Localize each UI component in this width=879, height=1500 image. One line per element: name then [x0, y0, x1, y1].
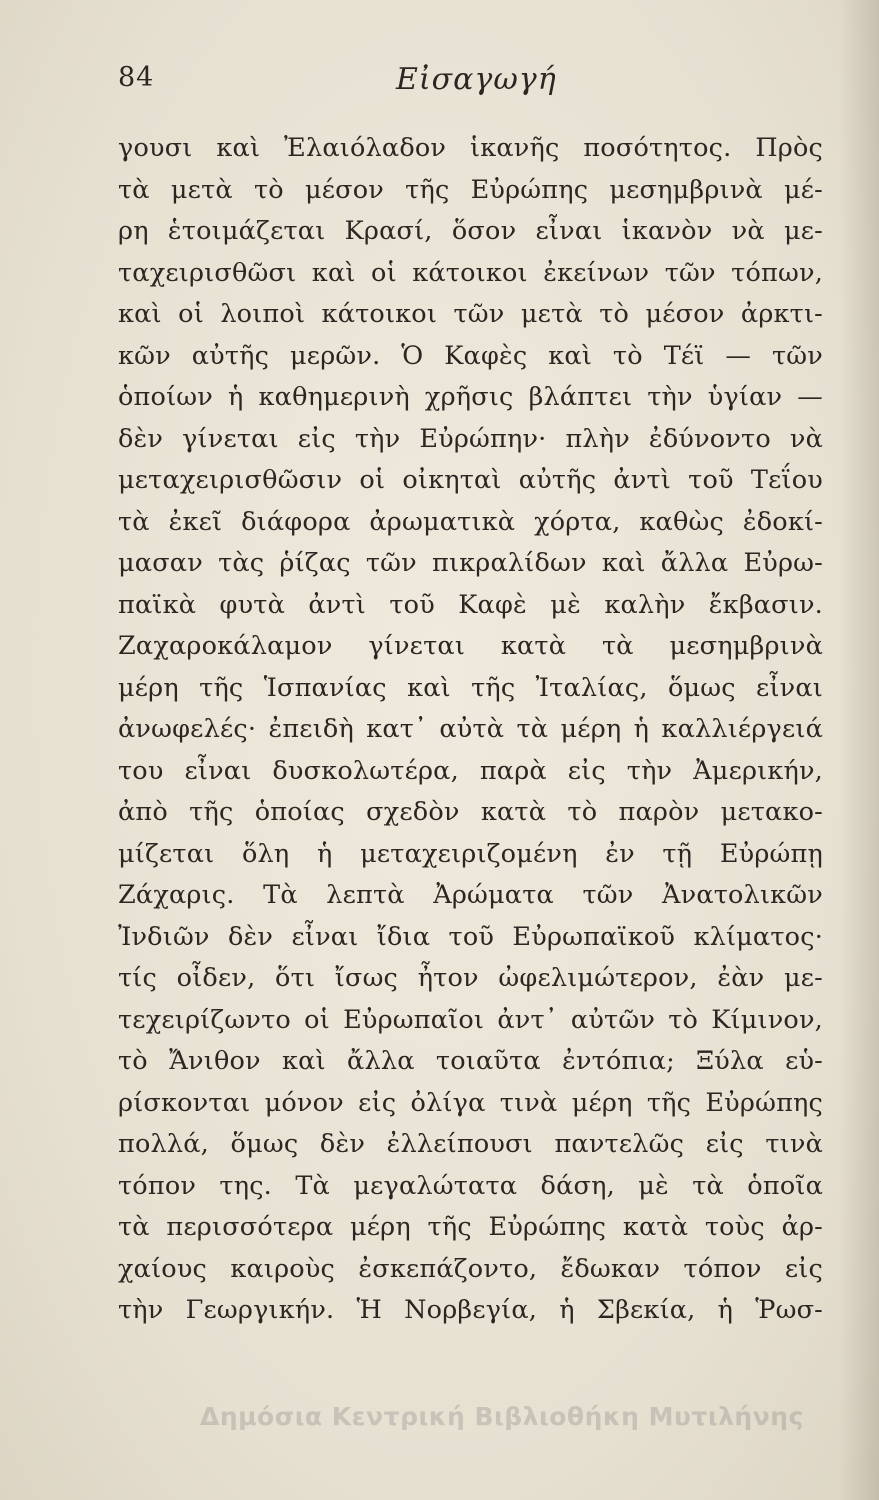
- text-line: τὸ Ἄνιθον καὶ ἄλλα τοιαῦτα ἐντόπια; Ξύλα εὑ-: [118, 1046, 823, 1076]
- text-line: καὶ οἱ λοιποὶ κάτοικοι τῶν μετὰ τὸ μέσον ἀρκτι-: [118, 299, 823, 329]
- text-line: Ζάχαρις. Τὰ λεπτὰ Ἀρώματα τῶν Ἀνατολικῶν: [118, 880, 823, 910]
- text-line: ἀπὸ τῆς ὁποίας σχεδὸν κατὰ τὸ παρὸν μετακο-: [118, 797, 823, 827]
- text-line: του εἶναι δυσκολωτέρα, παρὰ εἰς τὴν Ἀμερικήν,: [118, 755, 823, 786]
- text-line: κῶν αὐτῆς μερῶν. Ὁ Καφὲς καὶ τὸ Τέϊ — τῶν: [118, 340, 823, 371]
- text-line: τεχειρίζωντο οἱ Εὐρωπαῖοι ἀντ᾽ αὐτῶν τὸ Κίμινον,: [118, 1004, 823, 1035]
- text-line: χαίους καιροὺς ἐσκεπάζοντο, ἔδωκαν τόπον εἰς: [118, 1253, 823, 1284]
- text-line: Ἰνδιῶν δὲν εἶναι ἴδια τοῦ Εὐρωπαϊκοῦ κλίματος·: [118, 921, 823, 952]
- text-line: τὰ μετὰ τὸ μέσον τῆς Εὐρώπης μεσημβρινὰ μέ-: [118, 174, 823, 205]
- text-line: Ζαχαροκάλαμον γίνεται κατὰ τὰ μεσημβρινὰ: [118, 631, 823, 661]
- page-number: 84: [118, 62, 155, 93]
- text-line: μέρη τῆς Ἱσπανίας καὶ τῆς Ἰταλίας, ὅμως εἶναι: [118, 672, 823, 703]
- text-line: μασαν τὰς ῥίζας τῶν πικραλίδων καὶ ἄλλα Εὐρω-: [118, 548, 823, 578]
- text-line: πολλά, ὅμως δὲν ἐλλείπουσι παντελῶς εἰς τινὰ: [118, 1129, 823, 1159]
- text-line: δὲν γίνεται εἰς τὴν Εὐρώπην· πλὴν ἐδύνοντο νὰ: [118, 423, 823, 454]
- text-line: ταχειρισθῶσι καὶ οἱ κάτοικοι ἐκείνων τῶν τόπων,: [118, 257, 823, 288]
- text-line: τὴν Γεωργικήν. Ἡ Νορβεγία, ἡ Σβεκία, ἡ Ῥωσ-: [118, 1295, 823, 1325]
- library-watermark: Δημόσια Κεντρική Βιβλιοθήκη Μυτιλήνης: [200, 1402, 804, 1431]
- text-line: τόπον της. Τὰ μεγαλώτατα δάση, μὲ τὰ ὁποῖα: [118, 1170, 823, 1201]
- text-line: παϊκὰ φυτὰ ἀντὶ τοῦ Καφὲ μὲ καλὴν ἔκβασιν.: [118, 589, 823, 620]
- text-line: ρίσκονται μόνον εἰς ὀλίγα τινὰ μέρη τῆς Εὐρώπης: [118, 1087, 823, 1118]
- text-line: ἀνωφελές· ἐπειδὴ κατ᾽ αὐτὰ τὰ μέρη ἡ καλλιέργειά: [118, 714, 823, 744]
- text-line: γουσι καὶ Ἐλαιόλαδον ἱκανῆς ποσότητος. Πρὸς: [118, 133, 823, 163]
- body-text: [118, 128, 823, 1332]
- text-line: ὁποίων ἡ καθημερινὴ χρῆσις βλάπτει τὴν ὑγίαν —: [118, 382, 823, 412]
- page-header: [118, 62, 818, 112]
- running-title: Εἰσαγωγή: [396, 62, 557, 97]
- text-line: τίς οἶδεν, ὅτι ἴσως ἦτον ὠφελιμώτερον, ἐὰν με-: [118, 963, 823, 993]
- page-gutter-shadow: [839, 0, 879, 1500]
- text-line: ρη ἑτοιμάζεται Κρασί, ὅσον εἶναι ἱκανὸν νὰ με-: [118, 216, 823, 246]
- text-line: τὰ ἐκεῖ διάφορα ἀρωματικὰ χόρτα, καθὼς ἐδοκί-: [118, 506, 823, 537]
- text-line: τὰ περισσότερα μέρη τῆς Εὐρώπης κατὰ τοὺς ἀρ-: [118, 1212, 823, 1242]
- text-line: μίζεται ὅλη ἡ μεταχειριζομένη ἐν τῇ Εὐρώπῃ: [118, 838, 823, 869]
- text-line: μεταχειρισθῶσιν οἱ οἰκηταὶ αὐτῆς ἀντὶ τοῦ Τεΐου: [118, 465, 823, 495]
